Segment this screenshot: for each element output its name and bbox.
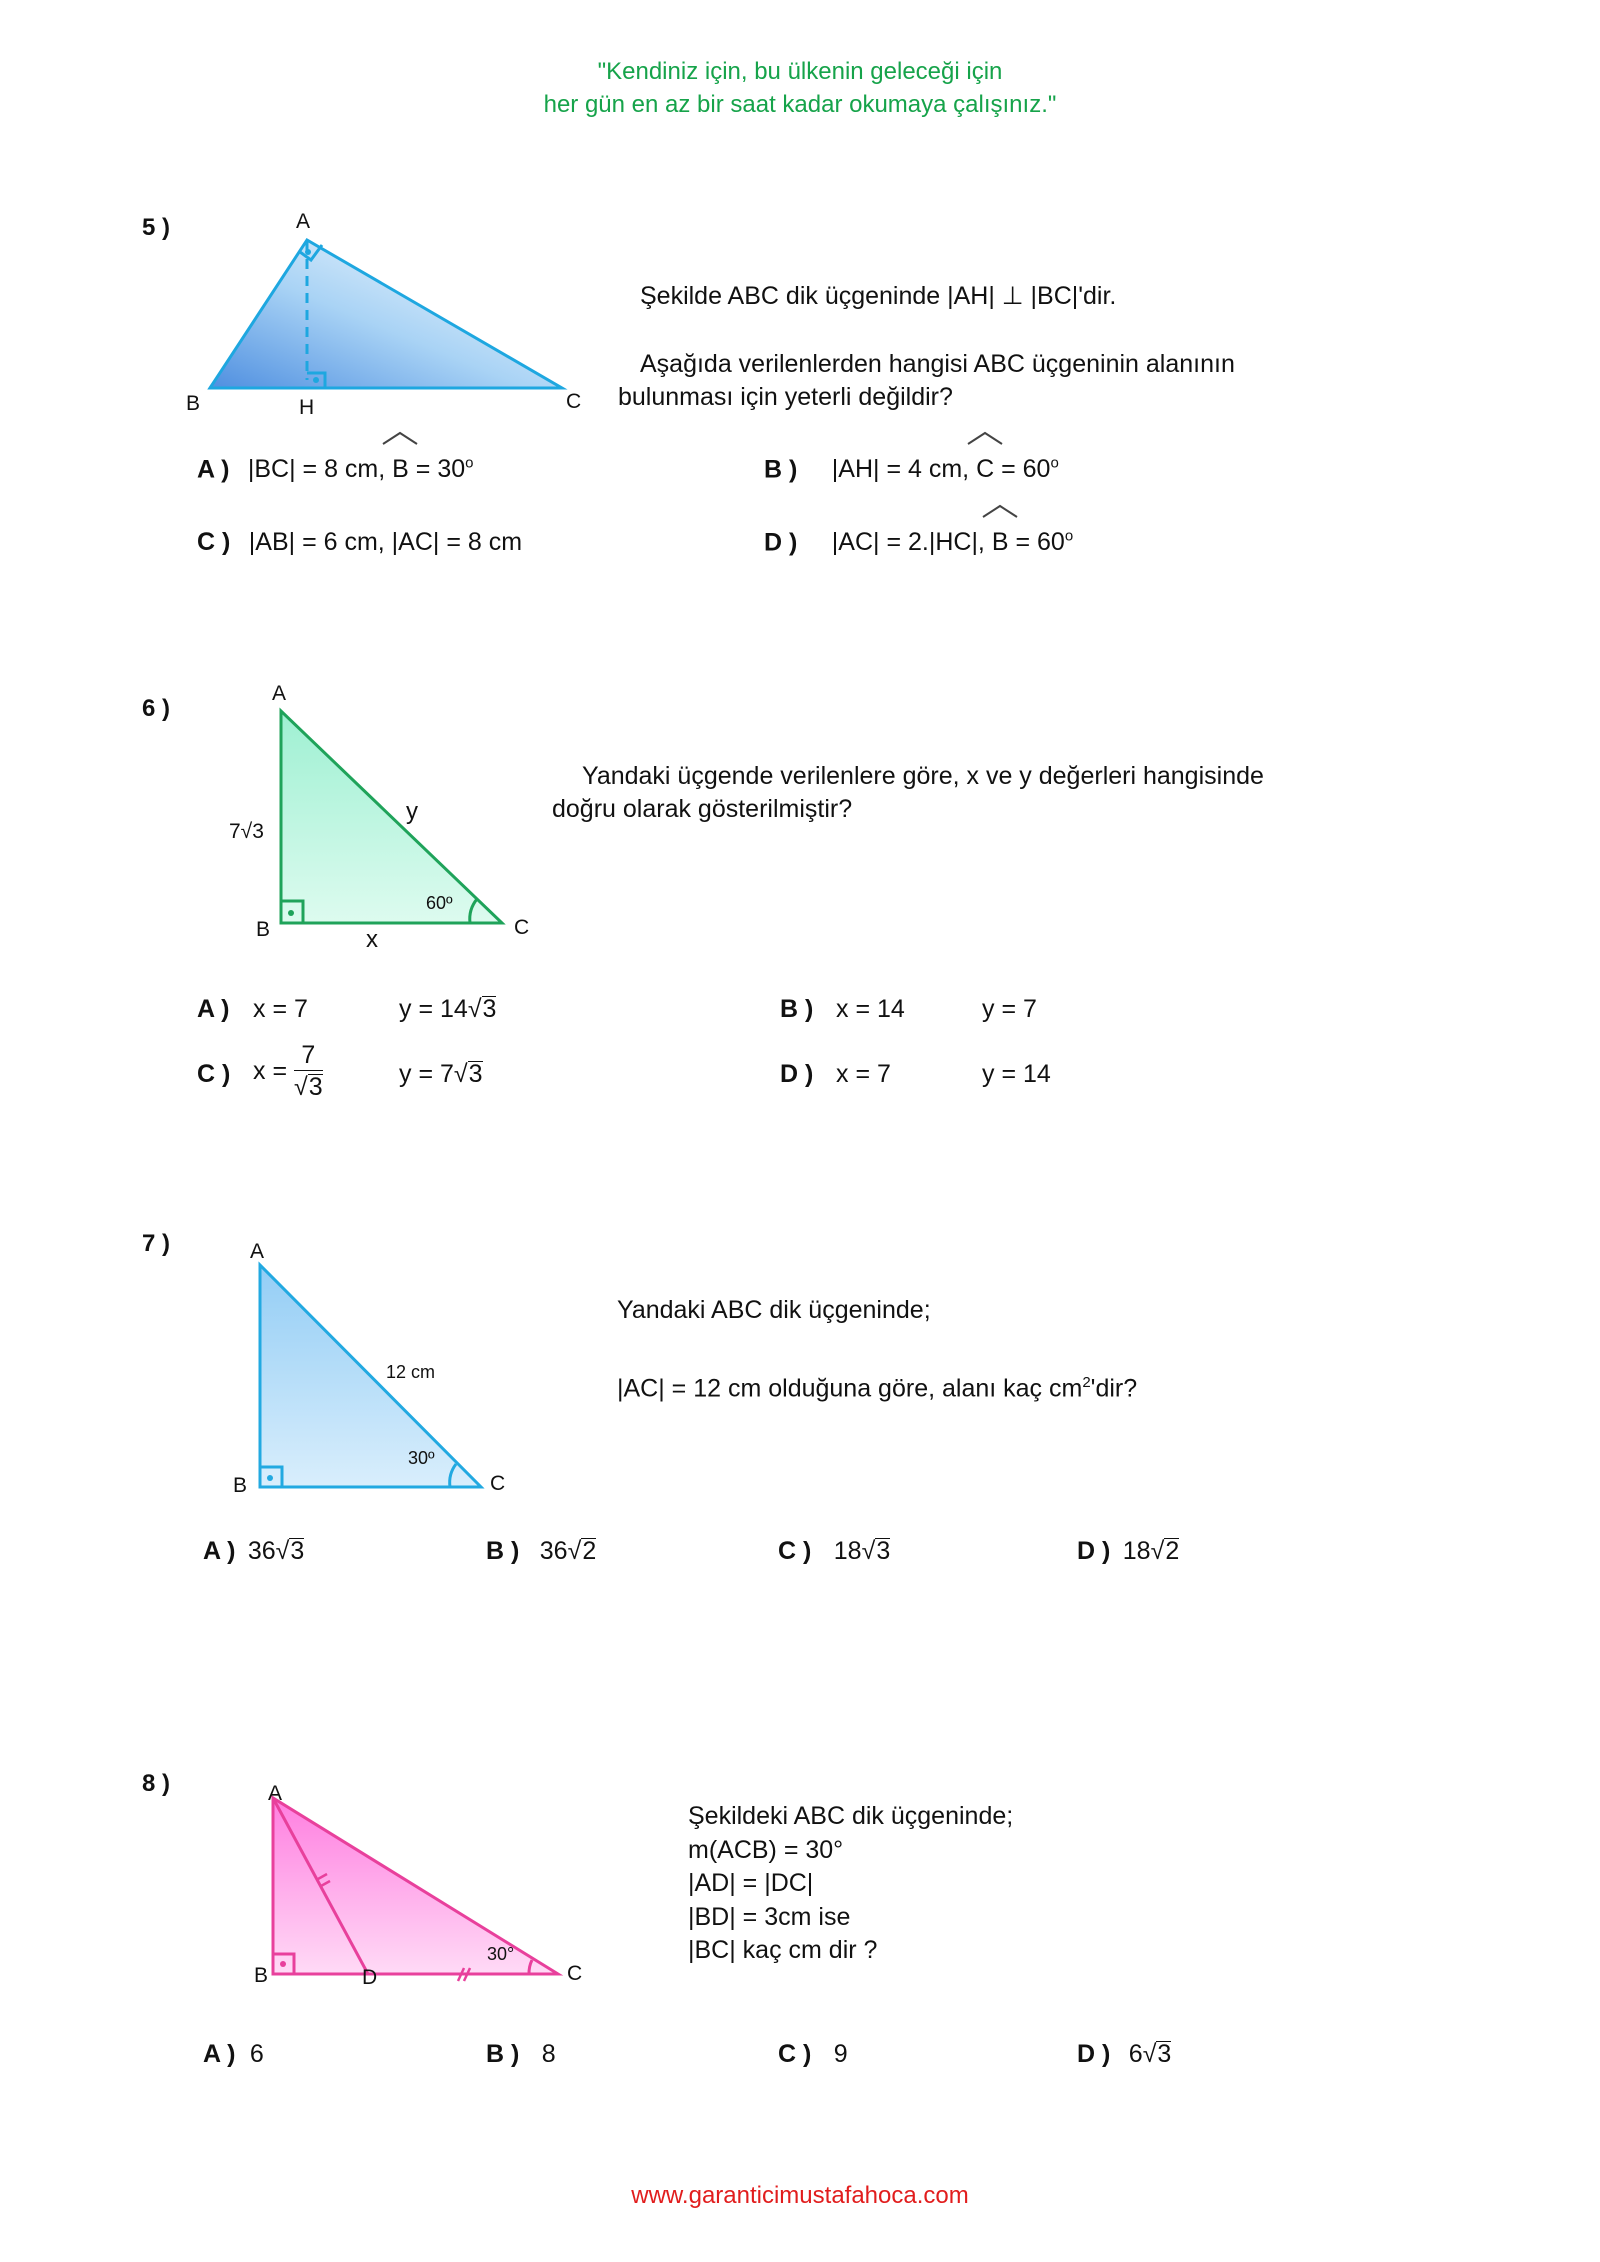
option-letter: B ) xyxy=(486,1537,520,1565)
option-c[interactable] xyxy=(778,1537,890,1566)
fraction: $\frac{7}{√3}$ xyxy=(294,1041,323,1101)
triangle-figure xyxy=(270,700,510,930)
vertex-a-label: A xyxy=(296,210,311,233)
option-c[interactable] xyxy=(197,1041,483,1101)
vertex-a-label: A xyxy=(268,1782,283,1805)
question-number: 8 ) xyxy=(142,1770,171,1797)
option-letter: A ) xyxy=(197,455,230,484)
option-letter: D ) xyxy=(780,1060,814,1088)
question-line: |AD| = |DC| xyxy=(688,1869,814,1897)
vertex-b-label: B xyxy=(233,1474,248,1497)
vertex-c-label: C xyxy=(567,1962,583,1985)
triangle-abc xyxy=(210,240,562,388)
option-value: 9 xyxy=(833,2040,848,2068)
option-value: 6√3 xyxy=(1128,2040,1172,2068)
vertex-c-label: C xyxy=(514,916,530,939)
option-value: 36√3 xyxy=(247,1537,305,1565)
option-value: 18√3 xyxy=(833,1537,891,1565)
option-d[interactable] xyxy=(1077,1537,1179,1566)
question-line: |BC| kaç cm dir ? xyxy=(688,1936,878,1964)
option-letter: C ) xyxy=(778,1537,812,1565)
vertex-h-label: H xyxy=(299,396,315,419)
question-number: 5 ) xyxy=(142,214,171,241)
vertex-c-label: C xyxy=(490,1472,506,1495)
option-c[interactable] xyxy=(778,2040,848,2069)
option-value: 36√2 xyxy=(539,1537,597,1565)
option-x-value: x = 14 xyxy=(836,995,905,1023)
question-text xyxy=(688,1800,1013,1968)
vertex-a-label: A xyxy=(250,1240,265,1263)
triangle-abc xyxy=(260,1265,481,1487)
angle-hat-icon xyxy=(382,431,418,445)
side-ac-label: y xyxy=(406,798,418,825)
option-b[interactable] xyxy=(486,1537,596,1566)
question-text: bulunması için yeterli değildir? xyxy=(618,383,953,411)
option-y-value: y = 14 xyxy=(982,1060,1051,1088)
question-text: Yandaki ABC dik üçgeninde; xyxy=(617,1296,931,1324)
option-y-value: y = 7 xyxy=(982,995,1037,1023)
option-d[interactable] xyxy=(1077,2040,1171,2069)
angle-hat-icon xyxy=(967,431,1003,445)
vertex-b-label: B xyxy=(186,392,201,415)
vertex-d-label: D xyxy=(362,1966,378,1989)
option-a[interactable] xyxy=(203,1537,304,1566)
option-d[interactable] xyxy=(780,1060,1051,1089)
question-line: Şekildeki ABC dik üçgeninde; xyxy=(688,1802,1014,1830)
triangle-abc xyxy=(273,1798,558,1974)
option-letter: A ) xyxy=(203,1537,236,1565)
question-line: m(ACB) = 30° xyxy=(688,1835,844,1864)
option-letter: A ) xyxy=(197,995,230,1023)
option-letter: B ) xyxy=(486,2040,520,2068)
motto-line-1: "Kendiniz için, bu ülkenin geleceği için xyxy=(597,58,1003,85)
option-a[interactable] xyxy=(197,455,473,484)
option-value: 6 xyxy=(249,2040,264,2068)
option-text: |AC| = 2.|HC|, $B = 60^o$ xyxy=(832,528,1073,556)
vertex-a-label: A xyxy=(272,682,287,705)
option-d[interactable] xyxy=(764,528,1073,557)
option-x-value: x = 7 xyxy=(253,995,308,1023)
angle-c-label: 60º xyxy=(426,893,453,913)
option-c[interactable] xyxy=(197,528,522,557)
vertex-b-label: B xyxy=(256,918,271,941)
option-text: |AB| = 6 cm, |AC| = 8 cm xyxy=(248,528,523,556)
option-letter: D ) xyxy=(1077,1537,1111,1565)
option-letter: D ) xyxy=(764,528,798,557)
option-letter: C ) xyxy=(197,528,231,556)
option-letter: A ) xyxy=(203,2040,236,2068)
question-number: 7 ) xyxy=(142,1230,171,1257)
option-b[interactable] xyxy=(764,455,1059,484)
angle-c-label: 30° xyxy=(487,1944,515,1964)
triangle-figure xyxy=(190,230,590,400)
angle-c-label: 30º xyxy=(408,1448,435,1468)
side-bc-label: x xyxy=(366,926,378,953)
side-ab-label: 7√3 xyxy=(229,820,264,843)
option-x-value: x = 7 xyxy=(836,1060,891,1088)
triangle-figure xyxy=(250,1255,490,1495)
motto-line-2: her gün en az bir saat kadar okumaya çalışınız." xyxy=(543,91,1057,118)
option-letter: C ) xyxy=(197,1060,231,1088)
option-a[interactable] xyxy=(203,2040,264,2069)
option-letter: D ) xyxy=(1077,2040,1111,2068)
vertex-b-label: B xyxy=(254,1964,269,1987)
option-text: |AH| = 4 cm, $C = 60^o$ xyxy=(832,455,1059,483)
option-b[interactable] xyxy=(486,2040,556,2069)
option-letter: C ) xyxy=(778,2040,812,2068)
question-number: 6 ) xyxy=(142,695,171,722)
option-y-value: y = 7√3 xyxy=(399,1060,483,1088)
option-a[interactable] xyxy=(197,995,497,1024)
option-value: 8 xyxy=(541,2040,556,2068)
angle-hat-icon xyxy=(982,504,1018,518)
question-text: doğru olarak gösterilmiştir? xyxy=(552,795,853,823)
option-value: 18√2 xyxy=(1122,1537,1180,1565)
footer-website-link[interactable]: www.garanticimustafahoca.com xyxy=(631,2182,969,2209)
vertex-c-label: C xyxy=(566,390,582,413)
side-ac-label: 12 cm xyxy=(386,1362,436,1382)
question-text: Yandaki üçgende verilenlere göre, x ve y değerleri hangisinde xyxy=(582,762,1264,790)
question-line: |BD| = 3cm ise xyxy=(688,1902,851,1931)
question-text: Şekilde ABC dik üçgeninde |AH| ⊥ |BC|'dir. xyxy=(640,282,1117,310)
question-text: Aşağıda verilenlerden hangisi ABC üçgeninin alanının xyxy=(640,350,1235,378)
option-b[interactable] xyxy=(780,995,1037,1024)
option-x-value: x = $\frac{7}{√3}$ xyxy=(253,1041,323,1101)
question-text: |AC| = 12 cm olduğuna göre, alanı kaç $cm^2'dir$? xyxy=(617,1374,1138,1403)
option-y-value: y = 14√3 xyxy=(399,995,497,1023)
triangle-abc xyxy=(281,711,502,923)
option-letter: B ) xyxy=(764,455,798,484)
option-letter: B ) xyxy=(780,995,814,1023)
triangle-figure xyxy=(265,1790,575,1990)
option-text: |BC| = 8 cm, $B = 30^o$ xyxy=(248,455,474,483)
